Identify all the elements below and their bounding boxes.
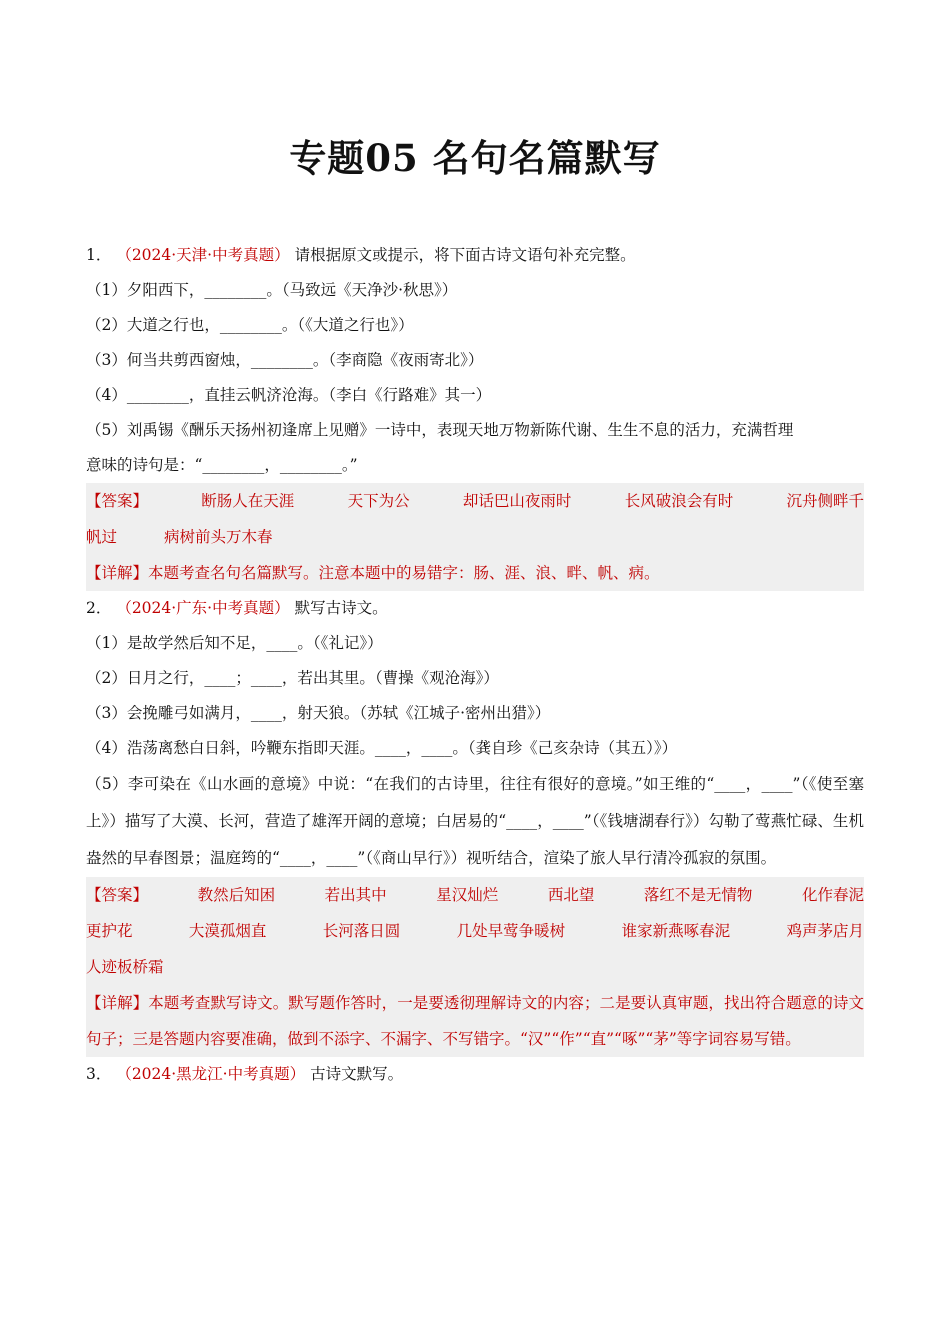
answer-item: 几处早莺争暖树 (456, 922, 566, 940)
answer-item: 星汉灿烂 (436, 886, 499, 904)
answer-item: 帆过 (86, 528, 118, 546)
question-item: （5）刘禹锡《酬乐天扬州初逢席上见赠》一诗中，表现天地万物新陈代谢、生生不息的活力，充满哲理 (86, 421, 794, 439)
answer-line (86, 519, 864, 555)
answer-label: 【答案】 (86, 492, 149, 510)
question-prompt: 古诗文默写。 (310, 1065, 404, 1083)
answer-item: 西北望 (547, 886, 595, 904)
answer-item: 更护花 (86, 922, 133, 940)
answer-item: 教然后知困 (197, 886, 276, 904)
answer-item: 长河落日圆 (322, 922, 401, 940)
answer-label: 【答案】 (86, 886, 149, 904)
detail-label: 【详解】 (86, 564, 149, 582)
answer-item: 长风破浪会有时 (624, 492, 734, 510)
detail-line (86, 985, 864, 1057)
answer-item: 谁家新燕啄春泥 (621, 922, 731, 940)
answer-box (86, 483, 864, 591)
answer-item: 鸡声茅店月 (786, 922, 864, 940)
answer-item: 病树前头万木春 (163, 528, 273, 546)
answer-item: 化作春泥 (801, 886, 864, 904)
question-item: （4）浩荡离愁白日斜，吟鞭东指即天涯。____，____。（龚自珍《己亥杂诗（其五）》） (86, 739, 678, 757)
question-item: （2）日月之行，____；____，若出其里。（曹操《观沧海》） (86, 669, 499, 687)
answer-item: 人迹板桥霜 (86, 958, 164, 976)
answer-item: 断肠人在天涯 (201, 492, 295, 510)
question-1-header (86, 238, 864, 273)
question-source: （2024·天津·中考真题） (116, 246, 290, 264)
question-prompt: 请根据原文或提示，将下面古诗文语句补充完整。 (294, 246, 636, 264)
answer-line (86, 877, 864, 913)
detail-text: 本题考查默写诗文。默写题作答时，一是要透彻理解诗文的内容；二是要认真审题，找出符合题意的诗文句子；三是答题内容要准确，做到不添字、不漏字、不写错字。“汉”“作”“直”“啄”“茅”等字词容易写错。 (86, 994, 864, 1048)
answer-line (86, 483, 864, 519)
question-source: （2024·广东·中考真题） (116, 599, 290, 617)
detail-label: 【详解】 (86, 994, 149, 1012)
question-item: 意味的诗句是：“________，________。” (86, 456, 358, 474)
question-item: （3）会挽雕弓如满月，____，射天狼。（苏轼《江城子·密州出猎》） (86, 704, 551, 722)
answer-item: 沉舟侧畔千 (786, 492, 864, 510)
question-item: （1）是故学然后知不足，____。（《礼记》） (86, 634, 383, 652)
answer-item: 大漠孤烟直 (188, 922, 267, 940)
question-item: （5）李可染在《山水画的意境》中说：“在我们的古诗里，往往有很好的意境。”如王维的“____，____”（《使至塞上》）描写了大漠、长河，营造了雄浑开阔的意境；白居易的“____，____”（《钱塘湖春行》）勾勒了莺燕忙碌、生机盎然的早春图景；温庭筠的“____，____”（《商山早行》）视听结合，渲染了旅人早行清冷孤寂的氛围。 (86, 775, 864, 867)
question-item: （3）何当共剪西窗烛，________。（李商隐《夜雨寄北》） (86, 351, 484, 369)
question-number: 1． (86, 246, 112, 264)
answer-box (86, 877, 864, 1057)
page-title: 专题05 名句名篇默写 (289, 136, 661, 180)
detail-line (86, 555, 864, 591)
question-source: （2024·黑龙江·中考真题） (116, 1065, 306, 1083)
question-number: 3． (86, 1065, 112, 1083)
answer-item: 却话巴山夜雨时 (462, 492, 572, 510)
detail-text: 本题考查名句名篇默写。注意本题中的易错字：肠、涯、浪、畔、帆、病。 (148, 564, 660, 582)
question-item: （4）________，直挂云帆济沧海。（李白《行路难》其一） (86, 386, 492, 404)
question-item: （2）大道之行也，________。（《大道之行也》） (86, 316, 414, 334)
question-list (86, 238, 864, 1092)
question-number: 2． (86, 599, 112, 617)
answer-item: 若出其中 (324, 886, 387, 904)
answer-line (86, 913, 864, 949)
question-3-header (86, 1057, 864, 1092)
question-item: （1）夕阳西下，________。（马致远《天净沙·秋思》） (86, 281, 458, 299)
answer-item: 天下为公 (347, 492, 410, 510)
question-prompt: 默写古诗文。 (294, 599, 388, 617)
answer-item: 落红不是无情物 (643, 886, 753, 904)
question-2-header (86, 591, 864, 626)
answer-line (86, 949, 864, 985)
